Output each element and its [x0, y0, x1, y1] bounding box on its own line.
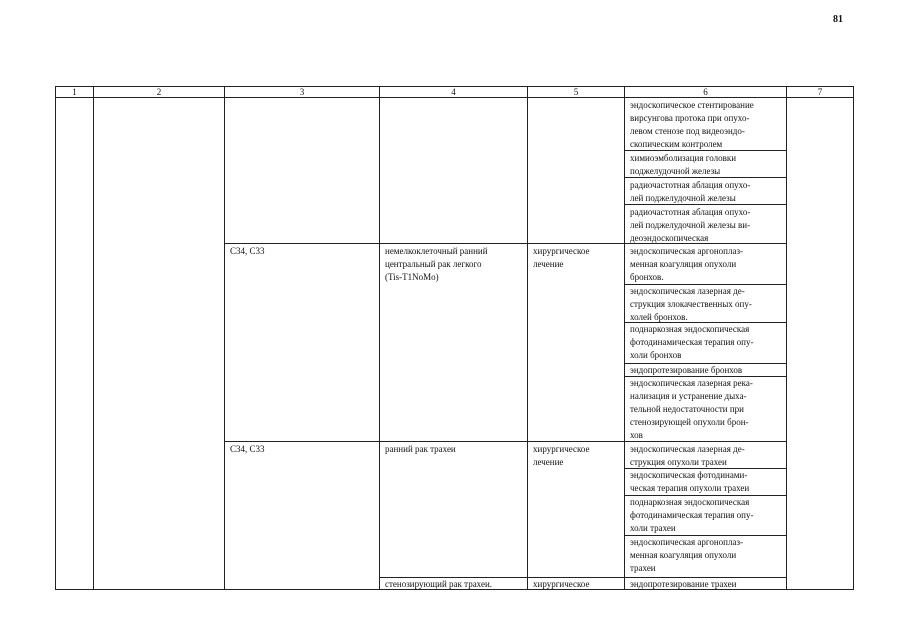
- method-cell: радиочастотная аблация опухо- лей поджелудочной железы ви- деоэндоскопическая: [630, 207, 751, 243]
- treatment-type: хирургическое лечение: [533, 444, 590, 467]
- column-header-7: 7: [817, 87, 823, 97]
- column-header-6: 6: [703, 87, 708, 97]
- diagnosis-code: C34, C33: [230, 444, 265, 454]
- column-header-3: 3: [299, 87, 305, 97]
- treatment-type: хирургическое лечение: [533, 246, 590, 269]
- method-cell: эндоскопическая лазерная де- струкция опухоли трахеи: [630, 444, 745, 467]
- method-cell: эндоскопическая аргоноплаз- менная коагуляция опухоли бронхов.: [630, 246, 744, 282]
- diagnosis-code: C34, C33: [230, 246, 265, 256]
- method-cell: химиоэмболизация головки поджелудочной железы: [630, 153, 737, 176]
- method-cell: эндоскопическая фотодинами- ческая терапия опухоли трахеи: [630, 470, 750, 493]
- column-header-1: 1: [72, 87, 77, 97]
- column-header-5: 5: [573, 87, 579, 97]
- treatment-type: хирургическое: [533, 579, 590, 589]
- page-number: 81: [833, 14, 843, 25]
- diagnosis-name: стенозирующий рак трахеи.: [385, 579, 493, 589]
- column-header-2: 2: [156, 87, 162, 97]
- method-cell: эндоскопическая аргоноплаз- менная коагуляция опухоли трахеи: [630, 537, 744, 573]
- method-cell: эндоскопическая лазерная река- нализация и устранение дыха- тельной недостаточности при стенозирующей опухоли брон- хов: [630, 378, 753, 440]
- method-cell: эндопротезирование трахеи: [630, 579, 737, 589]
- method-cell: поднаркозная эндоскопическая фотодинамическая терапия опу- холи трахеи: [630, 497, 754, 533]
- method-cell: поднаркозная эндоскопическая фотодинамическая терапия опу- холи бронхов: [630, 324, 754, 360]
- column-header-4: 4: [451, 87, 456, 97]
- diagnosis-name: ранний рак трахеи: [385, 444, 456, 454]
- diagnosis-name: немелкоклеточный ранний центральный рак легкого (Tis-T1NoMo): [385, 246, 488, 282]
- method-cell: эндопротезирование бронхов: [630, 365, 743, 375]
- method-cell: эндоскопическое стентирование вирсунгова протока при опухо- левом стенозе под видеоэндо- скопическим контролем: [630, 100, 754, 149]
- method-cell: радиочастотная аблация опухо- лей поджелудочной железы: [630, 180, 751, 203]
- method-cell: эндоскопическая лазерная де- струкция злокачественных опу- холей бронхов.: [630, 286, 752, 322]
